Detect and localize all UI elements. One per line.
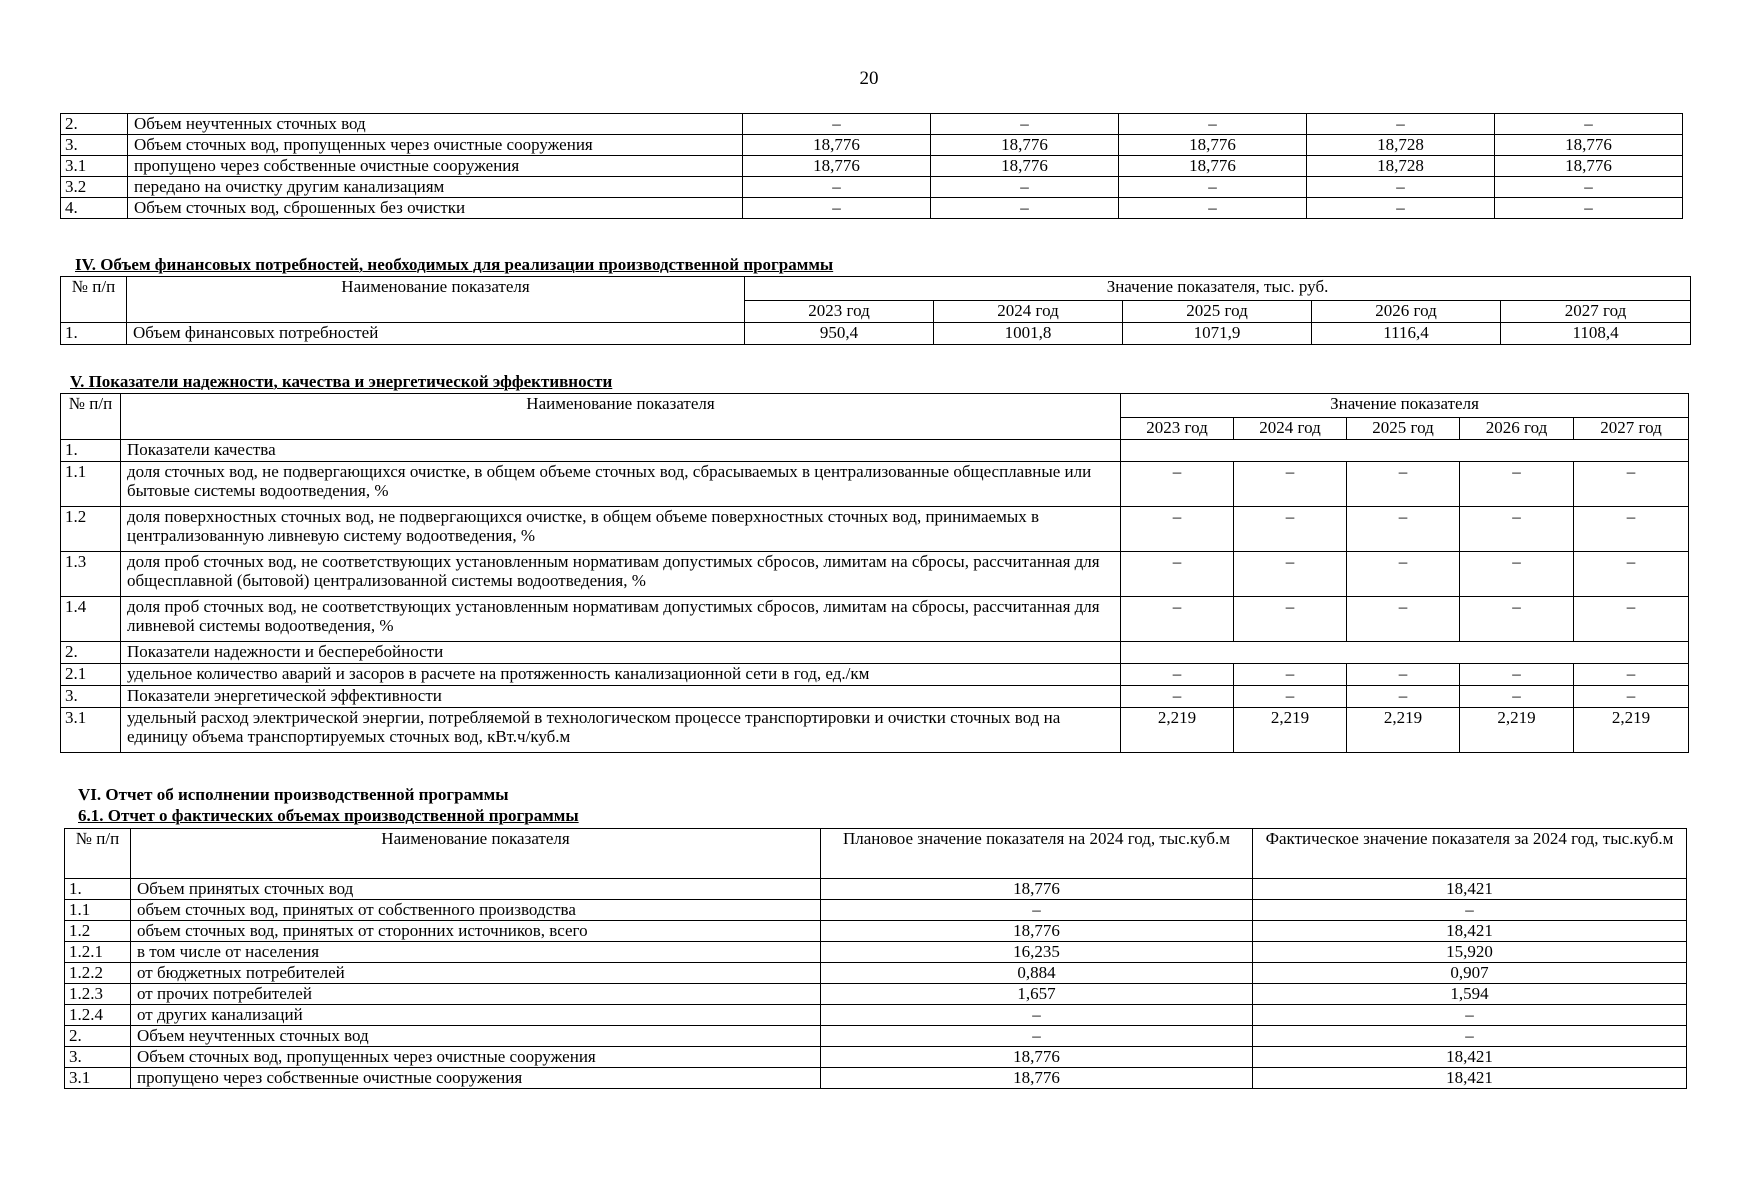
row-number: 3. <box>61 686 121 708</box>
row-value: – <box>1574 664 1689 686</box>
header-value: Значение показателя <box>1121 394 1689 418</box>
table-row <box>61 686 1689 708</box>
row-name: объем сточных вод, принятых от собственного производства <box>131 900 821 921</box>
header-name: Наименование показателя <box>127 277 745 323</box>
row-name: от других канализаций <box>131 1005 821 1026</box>
row-value: – <box>1234 462 1347 507</box>
row-value: 1108,4 <box>1501 323 1691 345</box>
row-number: 2. <box>65 1026 131 1047</box>
header-fact: Фактическое значение показателя за 2024 год, тыс.куб.м <box>1253 829 1687 879</box>
row-name: доля проб сточных вод, не соответствующих установленным нормативам допустимых сбросов, лимитам на сбросы, рассчитанная для ливневой системы водоотведения, % <box>121 597 1121 642</box>
table-row <box>65 963 1687 984</box>
row-value: – <box>1234 597 1347 642</box>
row-fact: 18,421 <box>1253 1068 1687 1089</box>
table-row <box>65 879 1687 900</box>
row-value: – <box>1307 114 1495 135</box>
row-value: – <box>931 177 1119 198</box>
row-name: пропущено через собственные очистные сооружения <box>128 156 743 177</box>
row-plan: 18,776 <box>821 921 1253 942</box>
row-number: 1.3 <box>61 552 121 597</box>
row-number: 2. <box>61 114 128 135</box>
row-name: Показатели качества <box>121 440 1121 462</box>
year-header: 2026 год <box>1460 418 1574 440</box>
row-value: – <box>1460 462 1574 507</box>
year-header: 2023 год <box>745 301 934 323</box>
row-number: 4. <box>61 198 128 219</box>
row-value: – <box>1574 552 1689 597</box>
row-value: – <box>931 114 1119 135</box>
row-name: доля сточных вод, не подвергающихся очистке, в общем объеме сточных вод, сбрасываемых в централизованные общесплавные или бытовые системы водоотведения, % <box>121 462 1121 507</box>
row-name: Показатели энергетической эффективности <box>121 686 1121 708</box>
table-row <box>61 440 1689 462</box>
row-value: 18,776 <box>931 156 1119 177</box>
table-row <box>61 462 1689 507</box>
table-row <box>61 114 1683 135</box>
row-plan: 18,776 <box>821 1047 1253 1068</box>
table-row <box>65 1047 1687 1068</box>
row-value: 18,728 <box>1307 135 1495 156</box>
row-value: – <box>1121 507 1234 552</box>
table-row <box>65 942 1687 963</box>
row-name: доля поверхностных сточных вод, не подвергающихся очистке, в общем объеме поверхностных сточных вод, принимаемых в централизованную ливневую систему водоотведения, % <box>121 507 1121 552</box>
row-value: – <box>1119 198 1307 219</box>
year-header: 2025 год <box>1123 301 1312 323</box>
row-value: – <box>1121 597 1234 642</box>
row-value: – <box>1347 597 1460 642</box>
year-header: 2024 год <box>1234 418 1347 440</box>
row-value: 2,219 <box>1347 708 1460 753</box>
row-number: 1.2 <box>61 507 121 552</box>
row-value-group <box>1121 642 1689 664</box>
row-plan: – <box>821 1005 1253 1026</box>
row-fact: – <box>1253 1005 1687 1026</box>
row-value: – <box>1234 664 1347 686</box>
row-value: – <box>1574 507 1689 552</box>
row-value: – <box>1495 177 1683 198</box>
row-fact: 1,594 <box>1253 984 1687 1005</box>
row-value: 1071,9 <box>1123 323 1312 345</box>
row-value: 1001,8 <box>934 323 1123 345</box>
header-name: Наименование показателя <box>131 829 821 879</box>
row-value: – <box>1574 686 1689 708</box>
production-report-table <box>64 828 1687 1089</box>
table-row <box>65 1005 1687 1026</box>
section-6-1-subtitle: 6.1. Отчет о фактических объемах производственной программы <box>78 806 579 825</box>
row-value: – <box>1347 462 1460 507</box>
table-row <box>65 900 1687 921</box>
row-number: 1. <box>61 440 121 462</box>
row-value: – <box>1347 686 1460 708</box>
row-value: 18,776 <box>743 156 931 177</box>
reliability-indicators-table <box>60 393 1689 753</box>
row-fact: 18,421 <box>1253 879 1687 900</box>
row-value: – <box>743 177 931 198</box>
row-value: 18,776 <box>1495 135 1683 156</box>
table-row <box>61 323 1691 345</box>
row-number: 3.1 <box>65 1068 131 1089</box>
row-value: 2,219 <box>1234 708 1347 753</box>
section-5-title: V. Показатели надежности, качества и энергетической эффективности <box>70 372 613 391</box>
row-plan: 18,776 <box>821 879 1253 900</box>
row-value: – <box>1121 552 1234 597</box>
table-row <box>65 1068 1687 1089</box>
year-header: 2026 год <box>1312 301 1501 323</box>
row-number: 1.1 <box>61 462 121 507</box>
row-value: – <box>1121 664 1234 686</box>
row-value: – <box>1121 686 1234 708</box>
row-value: – <box>1574 462 1689 507</box>
row-value: 2,219 <box>1121 708 1234 753</box>
row-number: 3.2 <box>61 177 128 198</box>
row-name: Объем неучтенных сточных вод <box>131 1026 821 1047</box>
header-name: Наименование показателя <box>121 394 1121 440</box>
row-name: доля проб сточных вод, не соответствующих установленным нормативам допустимых сбросов, лимитам на сбросы, рассчитанная для общесплавной (бытовой) централизованной системы водоотведения, % <box>121 552 1121 597</box>
row-plan: 16,235 <box>821 942 1253 963</box>
row-number: 3.1 <box>61 708 121 753</box>
row-name: передано на очистку другим канализациям <box>128 177 743 198</box>
row-value: 2,219 <box>1460 708 1574 753</box>
row-plan: – <box>821 900 1253 921</box>
section-4-title: IV. Объем финансовых потребностей, необходимых для реализации производственной программы <box>75 255 834 274</box>
row-number: 1.2.4 <box>65 1005 131 1026</box>
table-continued <box>60 113 1683 219</box>
table-row <box>61 198 1683 219</box>
row-plan: – <box>821 1026 1253 1047</box>
row-fact: 18,421 <box>1253 1047 1687 1068</box>
row-value: – <box>1119 114 1307 135</box>
row-number: 1.4 <box>61 597 121 642</box>
row-value: 950,4 <box>745 323 934 345</box>
row-name: объем сточных вод, принятых от сторонних источников, всего <box>131 921 821 942</box>
row-name: Объем сточных вод, сброшенных без очистки <box>128 198 743 219</box>
year-header: 2024 год <box>934 301 1123 323</box>
table-row <box>65 1026 1687 1047</box>
row-value: – <box>1234 552 1347 597</box>
table-row <box>61 177 1683 198</box>
row-name: Объем сточных вод, пропущенных через очистные сооружения <box>131 1047 821 1068</box>
row-fact: 15,920 <box>1253 942 1687 963</box>
row-name: удельное количество аварий и засоров в расчете на протяженность канализационной сети в год, ед./км <box>121 664 1121 686</box>
header-number: № п/п <box>65 829 131 879</box>
table-row <box>65 984 1687 1005</box>
row-value: – <box>1347 507 1460 552</box>
row-value: 1116,4 <box>1312 323 1501 345</box>
page-number: 20 <box>859 68 879 89</box>
row-value-group <box>1121 440 1689 462</box>
row-value: 18,776 <box>743 135 931 156</box>
row-name: в том числе от населения <box>131 942 821 963</box>
table-row <box>65 921 1687 942</box>
row-number: 1.2.1 <box>65 942 131 963</box>
row-plan: 18,776 <box>821 1068 1253 1089</box>
row-value: – <box>1119 177 1307 198</box>
row-fact: 18,421 <box>1253 921 1687 942</box>
row-value: – <box>1574 597 1689 642</box>
row-fact: – <box>1253 900 1687 921</box>
row-number: 1.2 <box>65 921 131 942</box>
row-name: пропущено через собственные очистные сооружения <box>131 1068 821 1089</box>
table-row <box>61 664 1689 686</box>
row-value: – <box>1307 198 1495 219</box>
row-value: – <box>1307 177 1495 198</box>
table-row <box>61 642 1689 664</box>
row-number: 3.1 <box>61 156 128 177</box>
row-name: Показатели надежности и бесперебойности <box>121 642 1121 664</box>
year-header: 2027 год <box>1574 418 1689 440</box>
row-number: 3. <box>65 1047 131 1068</box>
header-plan: Плановое значение показателя на 2024 год, тыс.куб.м <box>821 829 1253 879</box>
row-fact: 0,907 <box>1253 963 1687 984</box>
financial-needs-table <box>60 276 1691 345</box>
row-value: – <box>1121 462 1234 507</box>
header-number: № п/п <box>61 277 127 323</box>
row-value: – <box>1347 664 1460 686</box>
row-number: 2.1 <box>61 664 121 686</box>
row-value: – <box>1495 198 1683 219</box>
row-value: – <box>1234 507 1347 552</box>
row-number: 1. <box>65 879 131 900</box>
row-value: – <box>1460 597 1574 642</box>
row-value: – <box>1495 114 1683 135</box>
row-fact: – <box>1253 1026 1687 1047</box>
row-number: 1.1 <box>65 900 131 921</box>
row-plan: 1,657 <box>821 984 1253 1005</box>
row-value: – <box>1460 686 1574 708</box>
row-value: – <box>1460 507 1574 552</box>
row-value: – <box>931 198 1119 219</box>
row-number: 2. <box>61 642 121 664</box>
year-header: 2023 год <box>1121 418 1234 440</box>
row-number: 3. <box>61 135 128 156</box>
row-value: – <box>743 114 931 135</box>
row-name: удельный расход электрической энергии, потребляемой в технологическом процессе транспортировки и очистки сточных вод на единицу объема транспортируемых сточных вод, кВт.ч/куб.м <box>121 708 1121 753</box>
row-value: – <box>1460 664 1574 686</box>
table-row <box>61 135 1683 156</box>
row-name: от бюджетных потребителей <box>131 963 821 984</box>
table-row <box>61 507 1689 552</box>
row-value: – <box>1460 552 1574 597</box>
row-name: Объем неучтенных сточных вод <box>128 114 743 135</box>
row-value: 18,776 <box>1119 156 1307 177</box>
row-name: Объем принятых сточных вод <box>131 879 821 900</box>
row-value: 2,219 <box>1574 708 1689 753</box>
row-value: 18,776 <box>931 135 1119 156</box>
row-plan: 0,884 <box>821 963 1253 984</box>
row-value: 18,776 <box>1495 156 1683 177</box>
row-value: 18,728 <box>1307 156 1495 177</box>
row-value: – <box>1347 552 1460 597</box>
header-value: Значение показателя, тыс. руб. <box>745 277 1691 301</box>
header-number: № п/п <box>61 394 121 440</box>
row-value: – <box>743 198 931 219</box>
section-6-title: VI. Отчет об исполнении производственной программы <box>78 785 509 804</box>
row-value: 18,776 <box>1119 135 1307 156</box>
row-name: Объем сточных вод, пропущенных через очистные сооружения <box>128 135 743 156</box>
table-row <box>61 156 1683 177</box>
row-name: от прочих потребителей <box>131 984 821 1005</box>
table-row <box>61 552 1689 597</box>
row-number: 1.2.3 <box>65 984 131 1005</box>
table-row <box>61 708 1689 753</box>
row-name: Объем финансовых потребностей <box>127 323 745 345</box>
row-number: 1. <box>61 323 127 345</box>
row-number: 1.2.2 <box>65 963 131 984</box>
year-header: 2027 год <box>1501 301 1691 323</box>
year-header: 2025 год <box>1347 418 1460 440</box>
table-row <box>61 597 1689 642</box>
row-value: – <box>1234 686 1347 708</box>
